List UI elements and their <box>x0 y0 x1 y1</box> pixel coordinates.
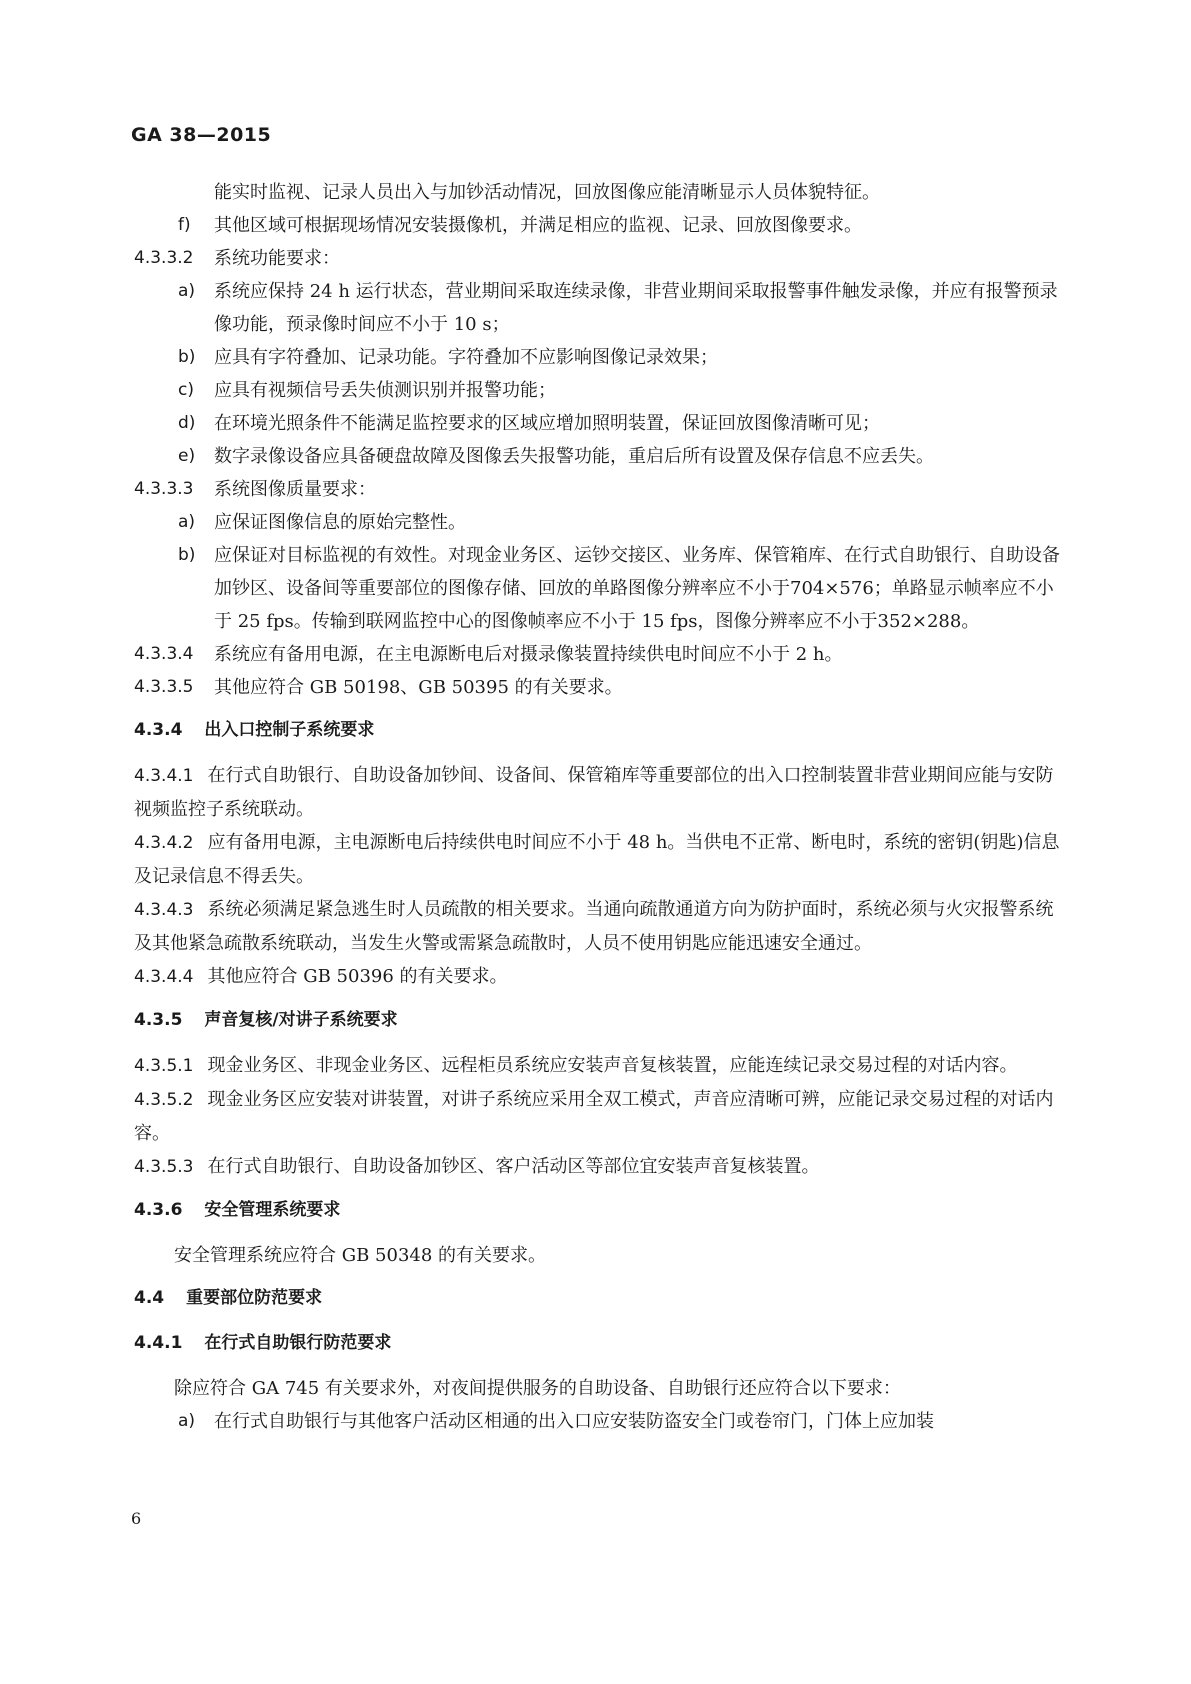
clause-4-3-4-2 <box>134 826 1064 893</box>
section-number: 4.4 <box>134 1288 165 1308</box>
list-text: 系统应保持 24 h 运行状态，营业期间采取连续录像，非营业期间采取报警事件触发录像，并应有报警预录像功能，预录像时间应不小于 10 s； <box>214 281 1058 335</box>
clause-number: 4.3.4.1 <box>134 766 194 786</box>
clause-4-3-5-1 <box>134 1049 1064 1083</box>
section-title: 声音复核/对讲子系统要求 <box>204 1010 398 1030</box>
clause-4-3-3-5 <box>134 671 1064 704</box>
clause-4-3-3-3 <box>134 473 1064 506</box>
section-heading-4-3-5 <box>134 1004 1064 1037</box>
section-heading-4-4-1 <box>134 1327 1064 1360</box>
section-title: 重要部位防范要求 <box>186 1288 323 1308</box>
list-item-e <box>134 440 1064 473</box>
list-item-b <box>134 539 1064 638</box>
list-marker: b) <box>178 545 196 565</box>
clause-text: 其他应符合 GB 50396 的有关要求。 <box>207 966 508 987</box>
clause-text: 其他应符合 GB 50198、GB 50395 的有关要求。 <box>214 677 623 698</box>
section-title: 安全管理系统要求 <box>204 1200 341 1220</box>
clause-number: 4.3.3.5 <box>134 677 194 697</box>
section-number: 4.3.5 <box>134 1010 183 1030</box>
clause-4-3-4-4 <box>134 960 1064 994</box>
list-marker: f) <box>178 215 191 235</box>
clause-text: 系统应有备用电源，在主电源断电后对摄录像装置持续供电时间应不小于 2 h。 <box>214 644 843 665</box>
clause-4-3-3-2 <box>134 242 1064 275</box>
section-heading-4-3-6 <box>134 1194 1064 1227</box>
body-paragraph: 除应符合 GA 745 有关要求外，对夜间提供服务的自助设备、自助银行还应符合以下要求： <box>174 1378 901 1399</box>
clause-4-3-5-2 <box>134 1083 1064 1150</box>
list-marker: a) <box>178 1411 196 1431</box>
section-number: 4.3.6 <box>134 1200 183 1220</box>
clause-number: 4.3.3.3 <box>134 479 194 499</box>
clause-text: 在行式自助银行、自助设备加钞区、客户活动区等部位宜安装声音复核装置。 <box>207 1156 820 1177</box>
list-text: 应具有字符叠加、记录功能。字符叠加不应影响图像记录效果； <box>214 347 718 368</box>
clause-number: 4.3.4.4 <box>134 967 194 987</box>
clause-number: 4.3.3.4 <box>134 644 194 664</box>
clause-number: 4.3.5.3 <box>134 1157 194 1177</box>
clause-number: 4.3.4.2 <box>134 833 194 853</box>
clause-text: 系统功能要求： <box>214 248 340 269</box>
list-text: 应具有视频信号丢失侦测识别并报警功能； <box>214 380 556 401</box>
continued-paragraph: 能实时监视、记录人员出入与加钞活动情况，回放图像应能清晰显示人员体貌特征。 <box>214 182 880 203</box>
clause-text: 现金业务区、非现金业务区、远程柜员系统应安装声音复核装置，应能连续记录交易过程的对话内容。 <box>207 1055 1018 1076</box>
section-number: 4.3.4 <box>134 720 183 740</box>
clause-4-3-5-3 <box>134 1150 1064 1184</box>
list-marker: e) <box>178 446 196 466</box>
clause-number: 4.3.5.2 <box>134 1090 194 1110</box>
clause-4-3-3-4 <box>134 638 1064 671</box>
section-title: 出入口控制子系统要求 <box>204 720 375 740</box>
list-text: 数字录像设备应具备硬盘故障及图像丢失报警功能，重启后所有设置及保存信息不应丢失。 <box>214 446 934 467</box>
list-item-b <box>134 341 1064 374</box>
clause-number: 4.3.5.1 <box>134 1056 194 1076</box>
list-marker: b) <box>178 347 196 367</box>
clause-text: 系统图像质量要求： <box>214 479 376 500</box>
clause-text: 在行式自助银行、自助设备加钞间、设备间、保管箱库等重要部位的出入口控制装置非营业期间应能与安防视频监控子系统联动。 <box>134 765 1054 820</box>
body-paragraph: 安全管理系统应符合 GB 50348 的有关要求。 <box>174 1245 547 1266</box>
clause-4-3-4-1 <box>134 759 1064 826</box>
list-marker: d) <box>178 413 196 433</box>
list-item-d <box>134 407 1064 440</box>
page-number: 6 <box>131 1509 142 1528</box>
list-text: 在行式自助银行与其他客户活动区相通的出入口应安装防盗安全门或卷帘门，门体上应加装 <box>214 1411 934 1432</box>
clause-number: 4.3.3.2 <box>134 248 194 268</box>
document-body <box>134 176 1064 1438</box>
list-text: 其他区域可根据现场情况安装摄像机，并满足相应的监视、记录、回放图像要求。 <box>214 215 862 236</box>
clause-text: 系统必须满足紧急逃生时人员疏散的相关要求。当通向疏散通道方向为防护面时，系统必须与火灾报警系统及其他紧急疏散系统联动，当发生火警或需紧急疏散时，人员不使用钥匙应能迅速安全通过。 <box>134 899 1054 954</box>
list-item-a <box>134 1405 1064 1438</box>
list-item-a <box>134 506 1064 539</box>
list-item-f <box>134 209 1064 242</box>
clause-4-3-4-3 <box>134 893 1064 960</box>
clause-text: 应有备用电源，主电源断电后持续供电时间应不小于 48 h。当供电不正常、断电时，系统的密钥(钥匙)信息及记录信息不得丢失。 <box>134 832 1060 887</box>
section-heading-4-3-4 <box>134 714 1064 747</box>
list-text: 应保证图像信息的原始完整性。 <box>214 512 466 533</box>
section-number: 4.4.1 <box>134 1333 183 1353</box>
clause-number: 4.3.4.3 <box>134 900 194 920</box>
list-text: 在环境光照条件不能满足监控要求的区域应增加照明装置，保证回放图像清晰可见； <box>214 413 880 434</box>
list-item-a <box>134 275 1064 341</box>
list-item-c <box>134 374 1064 407</box>
list-marker: a) <box>178 512 196 532</box>
section-title: 在行式自助银行防范要求 <box>204 1333 392 1353</box>
list-marker: a) <box>178 281 196 301</box>
list-text: 应保证对目标监视的有效性。对现金业务区、运钞交接区、业务库、保管箱库、在行式自助银行、自助设备加钞区、设备间等重要部位的图像存储、回放的单路图像分辨率应不小于704×576；单路显示帧率应不小于 25 fps。传输到联网监控中心的图像帧率应不小于 15 fps，图像分辨率应不小于352×288。 <box>214 545 1060 632</box>
clause-text: 现金业务区应安装对讲装置，对讲子系统应采用全双工模式，声音应清晰可辨，应能记录交易过程的对话内容。 <box>134 1089 1054 1144</box>
list-marker: c) <box>178 380 194 400</box>
section-heading-4-4 <box>134 1282 1064 1315</box>
standard-header: GA 38—2015 <box>131 124 272 146</box>
